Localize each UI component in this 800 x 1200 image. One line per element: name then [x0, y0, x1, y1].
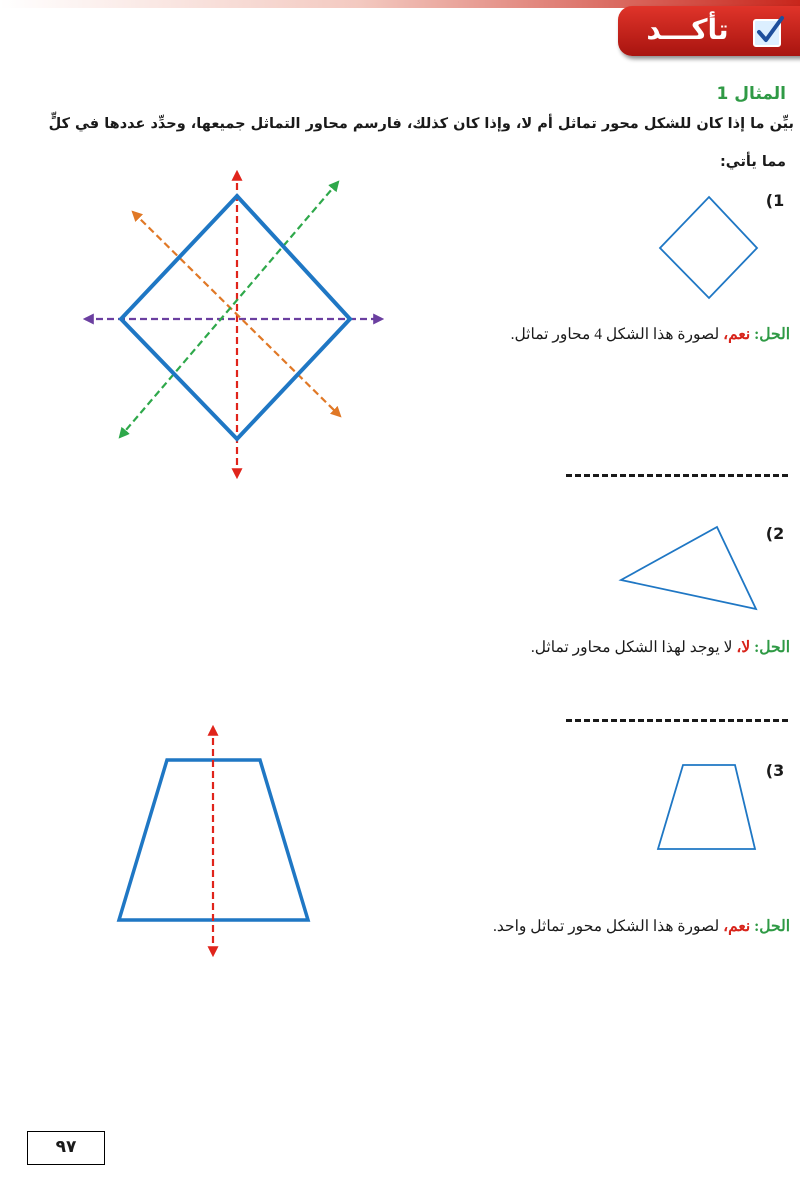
axis-diagonal-green [120, 182, 338, 437]
answer-text: لصورة هذا الشكل محور تماثل واحد. [493, 918, 724, 935]
item1-small-rhombus [660, 197, 757, 298]
section-divider [566, 719, 788, 722]
item3-small-trapezoid [658, 765, 755, 849]
section-divider [566, 474, 788, 477]
header-title: تأكـــد [646, 13, 729, 46]
example-title: المثال 1 [716, 84, 786, 104]
solution-label: الحل: [754, 639, 790, 656]
large-rhombus [121, 196, 350, 439]
answer-word: نعم، [723, 326, 751, 343]
question-text-line1: بيِّن ما إذا كان للشكل محور تماثل أم لا، وإذا كان كذلك، فارسم محاور التماثل جميعها، وحدِّد عددها في كلٍّ [48, 116, 794, 132]
item-number-1: (1 [765, 191, 785, 210]
answer-2 [350, 636, 790, 660]
answer-text: لا يوجد لهذا الشكل محاور تماثل. [530, 639, 737, 656]
solution-label: الحل: [754, 326, 790, 343]
item2-triangle [621, 527, 756, 609]
item-number-2: (2 [765, 524, 785, 543]
item1-large-rhombus-figure [85, 172, 382, 477]
item3-large-trapezoid-figure [119, 727, 308, 955]
answer-word: نعم، [723, 918, 751, 935]
item-number-3: (3 [765, 761, 785, 780]
solution-label: الحل: [754, 918, 790, 935]
question-text-line2: مما يأتي: [720, 154, 786, 170]
answer-1 [350, 323, 790, 347]
answer-3 [350, 915, 790, 939]
page-number: ٩٧ [27, 1131, 105, 1165]
answer-text: لصورة هذا الشكل 4 محاور تماثل. [510, 326, 724, 343]
answer-word: لا، [736, 639, 751, 656]
